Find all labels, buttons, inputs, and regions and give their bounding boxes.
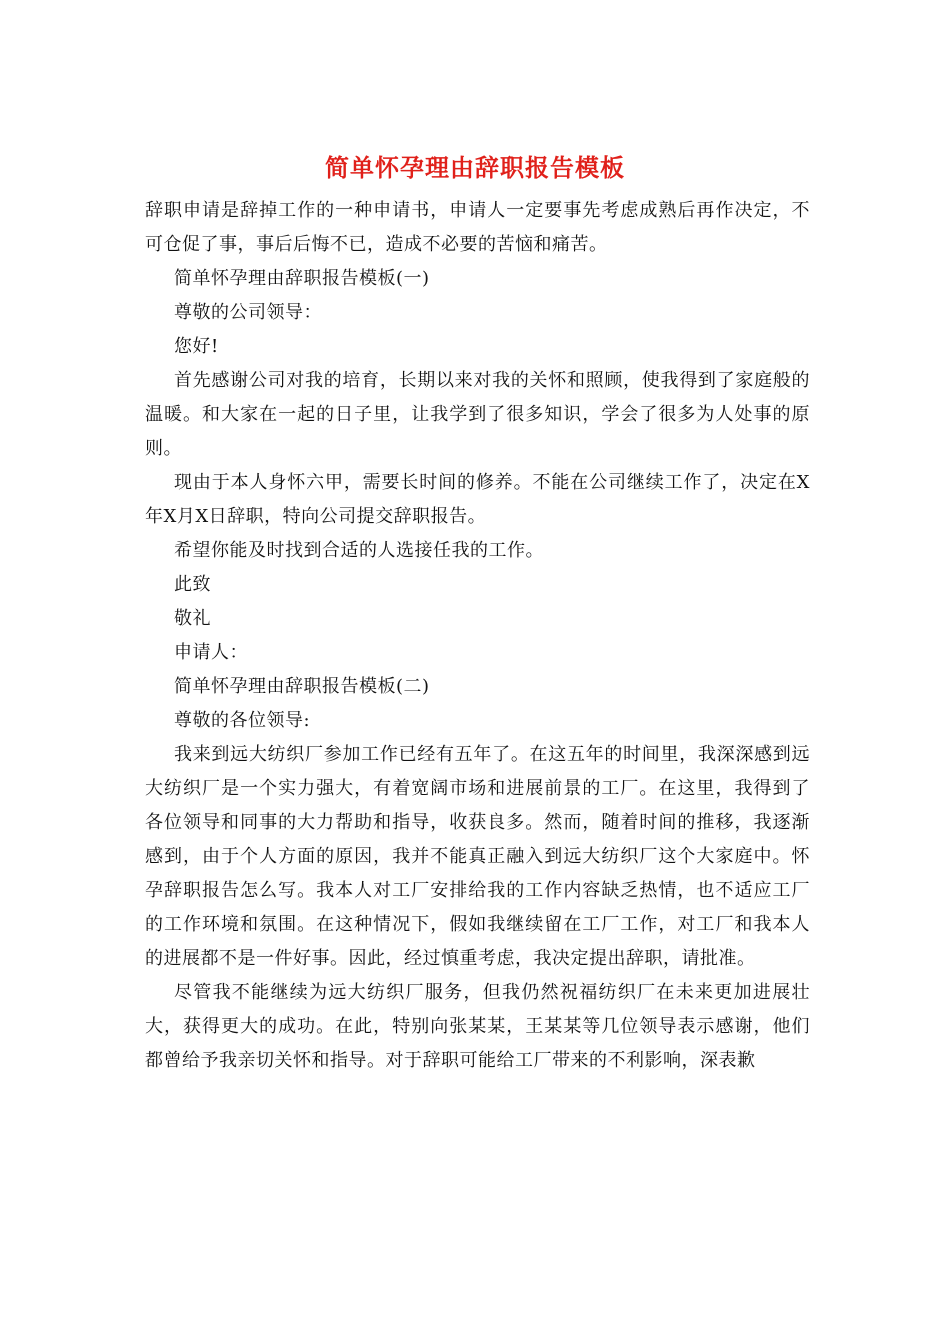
greeting: 您好! — [174, 336, 219, 357]
body-paragraph: 首先感谢公司对我的培育，长期以来对我的关怀和照顾，使我得到了家庭般的温暖。和大家在一起的日子里，让我学到了很多知识，学会了很多为人处事的原则。 — [145, 370, 810, 459]
body-paragraph: 尽管我不能继续为远大纺织厂服务，但我仍然祝福纺织厂在未来更加进展壮大，获得更大的成功。在此，特别向张某某，王某某等几位领导表示感谢，他们都曾给予我亲切关怀和指导。对于辞职可能给工厂带来的不利影响，深表歉 — [145, 982, 810, 1071]
document-title: 简单怀孕理由辞职报告模板 — [325, 153, 625, 182]
closing-line: 敬礼 — [174, 608, 211, 629]
closing-line: 此致 — [174, 574, 211, 595]
intro-paragraph: 辞职申请是辞掉工作的一种申请书，申请人一定要事先考虑成熟后再作决定，不可仓促了事，事后后悔不已，造成不必要的苦恼和痛苦。 — [145, 200, 810, 255]
body-paragraph: 现由于本人身怀六甲，需要长时间的修养。不能在公司继续工作了，决定在X年X月X日辞职，特向公司提交辞职报告。 — [145, 472, 810, 527]
template-two-heading: 简单怀孕理由辞职报告模板(二) — [174, 676, 430, 697]
template-one-heading: 简单怀孕理由辞职报告模板(一) — [174, 268, 430, 289]
document-body — [145, 194, 810, 1078]
body-paragraph: 希望你能及时找到合适的人选接任我的工作。 — [174, 540, 544, 561]
salutation: 尊敬的公司领导： — [174, 302, 322, 323]
salutation: 尊敬的各位领导: — [174, 710, 311, 731]
body-paragraph: 我来到远大纺织厂参加工作已经有五年了。在这五年的时间里，我深深感到远大纺织厂是一个实力强大，有着宽阔市场和进展前景的工厂。在这里，我得到了各位领导和同事的大力帮助和指导，收获良多。然而，随着时间的推移，我逐渐感到，由于个人方面的原因，我并不能真正融入到远大纺织厂这个大家庭中。怀孕辞职报告怎么写。我本人对工厂安排给我的工作内容缺乏热情，也不适应工厂的工作环境和氛围。在这种情况下，假如我继续留在工厂工作，对工厂和我本人的进展都不是一件好事。因此，经过慎重考虑，我决定提出辞职，请批准。 — [145, 744, 810, 969]
applicant-line: 申请人： — [174, 642, 248, 663]
